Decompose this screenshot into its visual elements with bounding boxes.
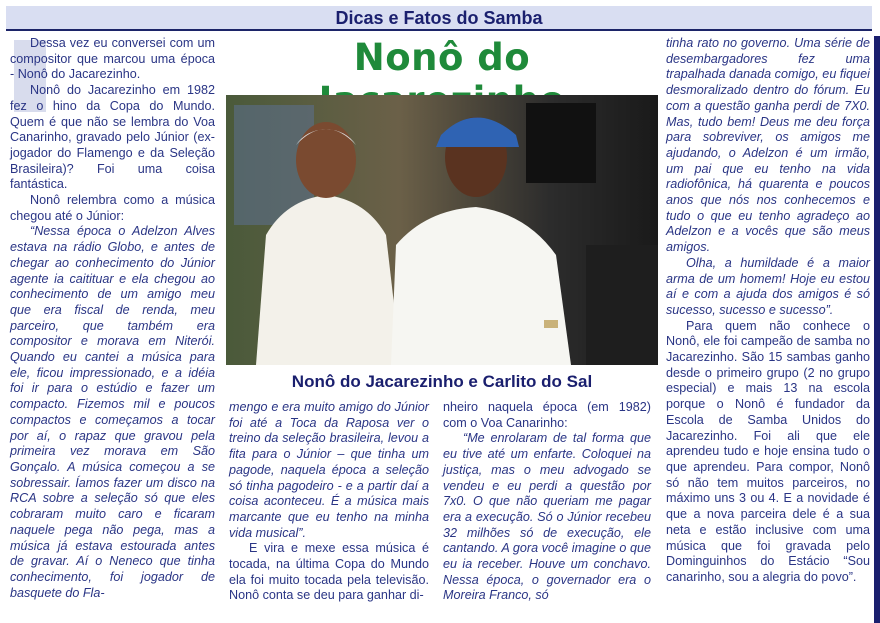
photo-caption: Nonô do Jacarezinho e Carlito do Sal xyxy=(291,372,593,391)
article-paragraph: Nonô relembra como a música chegou até o Júnior: xyxy=(10,193,215,223)
article-paragraph: Para quem não conhece o Nonô, ele foi campeão de samba no Jacarezinho. São 15 sambas ganho desde o primeiro grupo (2 no grupo especial) e mais 13 na escola porque o Nonô é fundador da Escola de Samba Unidos do Jacarezinho. Foi ali que ele aprendeu tudo e hoje ensina tudo o que aprendeu. Para compor, Nonô só não tem muitos parceiros, no máximo uns 3 ou 4. E a novidade é que a nova parceira dele é a sua neta e estão inclusive com uma música que foi gravada pelo Dominguinhos do Estácio “Sou canarinho, sou a alegria do povo”. xyxy=(666,318,870,584)
article-column-2 xyxy=(229,400,429,604)
article-column-1 xyxy=(10,36,215,601)
article-paragraph: tinha rato no governo. Uma série de desembargadores fez uma trapalhada danada comigo, eu fiquei desmoralizado dentro do fórum. Eu com a questão ganha perdi de 7X0. Mas, tudo bem! Deus me deu força para sobreviver, os amigos me ajudando, o Adelzon é um irmão, um pai que eu tenho na vida radiofônica, há quarenta e poucos anos que nós nos conhecemos e tudo o que eu tenho agradeço ao Adelzon e a vocês que são meus amigos. xyxy=(666,36,870,255)
article-title: Nonô do xyxy=(353,36,531,79)
photo-illustration xyxy=(226,95,658,365)
article-paragraph: Nonô do Jacarezinho em 1982 fez o hino da Copa do Mundo. Quem é que não se lembra do Voa Canarinho, gravado pelo Júnior (ex-jogador do Flamengo e da Seleção Brasileira)? Foi uma coisa fantástica. xyxy=(10,83,215,192)
article-column-4 xyxy=(666,36,870,586)
section-header xyxy=(6,6,872,31)
article-column-3 xyxy=(443,400,651,604)
page-edge-band xyxy=(874,36,880,623)
article-photo xyxy=(226,95,658,365)
article-paragraph: nheiro naquela época (em 1982) com o Voa Canarinho: xyxy=(443,400,651,430)
article-paragraph: Dessa vez eu conversei com um compositor que marcou uma época - Nonô do Jacarezinho. xyxy=(10,36,215,82)
section-title: Dicas e Fatos do Samba xyxy=(335,8,543,28)
article-paragraph: “Me enrolaram de tal forma que eu tive até um enfarte. Coloquei na justiça, mas o meu advogado se vendeu e eu perdi a questão por 7x0. O que não queriam me pagar era a execução. Só o Júnior recebeu 32 milhões só de execução, ele cantando. A gora você imagine o que eu ia receber. Houve um conchavo. Nessa época, o governador era o Moreira Franco, só xyxy=(443,431,651,603)
article-paragraph: “Nessa época o Adelzon Alves estava na rádio Globo, e antes de chegar ao conhecimento do Júnior agente ia caitituar e ela chegou ao conhecimento de um amigo meu que era fiscal de renda, meu parceiro, que também era compositor e morava em Niterói. Quando eu cantei a música para ele, ficou impressionado, e a idéia foi ir para o estúdio e fazer um compacto. Fizemos mil e poucos compactos e começamos a tocar por aí, o rapaz que gravou pela primeira vez morava em São Gonçalo. A música começou a se sobressair. Íamos fazer um disco na RCA sobre a seleção só que eles cobraram muito caro e ficaram naquele pega não pega, mas a música já estava estourada antes de gravar. Aí o Neneco que tinha conhecimento, foi jogador de basquete do Fla- xyxy=(10,224,215,600)
article-paragraph: Olha, a humildade é a maior arma de um homem! Hoje eu estou aí e com a ajuda dos amigos é só sucesso, sucesso e sucesso”. xyxy=(666,255,870,317)
article-paragraph: E vira e mexe essa música é tocada, na última Copa do Mundo ela foi muito tocada pela televisão. Nonô conta se deu para ganhar di- xyxy=(229,541,429,603)
article-paragraph: mengo e era muito amigo do Júnior foi até a Toca da Raposa ver o treino da seleção brasileira, levou a fita para o Júnior – que tinha um pagode, naquela época a seleção só tinha pagodeiro - e a partir daí a coisa aconteceu. É a música mais marcante que eu tenho na minha vida musical”. xyxy=(229,400,429,540)
